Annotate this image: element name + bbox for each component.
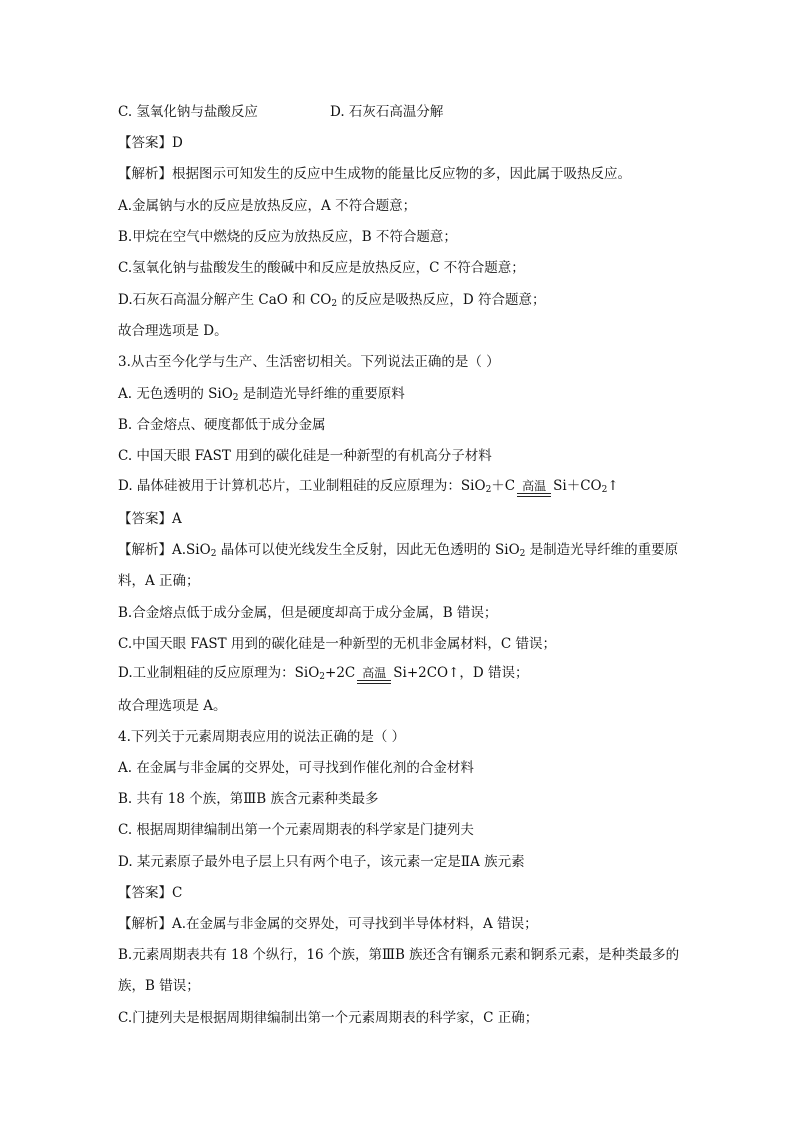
- analysis-label: 【解析】: [118, 916, 172, 932]
- q3-option-b: B. 合金熔点、硬度都低于成分金属: [118, 417, 326, 433]
- q2-line-b: B.甲烷在空气中燃烧的反应为放热反应，B 不符合题意；: [118, 229, 457, 245]
- answer-label: 【答案】: [118, 885, 172, 901]
- q4-option-c: C. 根据周期律编制出第一个元素周期表的科学家是门捷列夫: [118, 822, 474, 838]
- q2-conclusion: 故合理选项是 D。: [118, 323, 228, 339]
- q4-line-c: C.门捷列夫是根据周期律编制出第一个元素周期表的科学家，C 正确；: [118, 1010, 539, 1026]
- q3-conclusion: 故合理选项是 A。: [118, 698, 227, 714]
- q2-analysis: [118, 164, 631, 184]
- q3-line-d: D.工业制粗硅的反应原理为：SiO$_2$+2C 高温 Si+2CO↑，D 错误；: [118, 665, 529, 682]
- q2-line-d: D.石灰石高温分解产生 CaO 和 $CO_2$ 的反应是吸热反应，D 符合题意；: [118, 292, 546, 309]
- q3-stem: 3.从古至今化学与生产、生活密切相关。下列说法正确的是（ ）: [118, 354, 500, 370]
- analysis-label: 【解析】: [118, 166, 172, 182]
- q2-option-c: C. 氢氧化钠与盐酸反应: [118, 104, 258, 120]
- q3-answer: [118, 509, 182, 529]
- analysis-label: 【解析】: [118, 542, 172, 558]
- q3-option-c: C. 中国天眼 FAST 用到的碳化硅是一种新型的有机高分子材料: [118, 448, 492, 464]
- q3-line-c: C.中国天眼 FAST 用到的碳化硅是一种新型的无机非金属材料，C 错误；: [118, 636, 557, 652]
- q4-option-a: A. 在金属与非金属的交界处，可寻找到作催化剂的合金材料: [118, 760, 474, 776]
- equal-sign: [517, 493, 551, 497]
- answer-label: 【答案】: [118, 511, 172, 527]
- q2-options-cd: [118, 102, 538, 122]
- q3-option-d: D. 晶体硅被用于计算机芯片，工业制粗硅的反应原理为：SiO$_2$＋C 高温 $Si+CO_2↑$: [118, 478, 619, 495]
- q4-answer: [118, 883, 182, 903]
- q2-option-d: D. 石灰石高温分解: [330, 104, 444, 120]
- q4-option-b: B. 共有 18 个族，第ⅢB 族含元素种类最多: [118, 791, 379, 807]
- q3-option-a: A. 无色透明的 SiO$_2$ 是制造光导纤维的重要原料: [118, 386, 405, 403]
- reaction-condition: 高温: [517, 480, 551, 497]
- reaction-condition: 高温: [357, 667, 391, 684]
- answer-value: D: [172, 135, 183, 151]
- q2-line-c: C.氢氧化钠与盐酸发生的酸碱中和反应是放热反应，C 不符合题意；: [118, 260, 525, 276]
- equal-sign: [357, 680, 391, 684]
- q2-answer: [118, 133, 183, 153]
- answer-value: A: [172, 511, 182, 527]
- analysis-text: 根据图示可知发生的反应中生成物的能量比反应物的多，因此属于吸热反应。: [172, 166, 631, 182]
- answer-label: 【答案】: [118, 135, 172, 151]
- q4-analysis: 【解析】A.在金属与非金属的交界处，可寻找到半导体材料，A 错误；: [118, 916, 538, 932]
- q4-stem: 4.下列关于元素周期表应用的说法正确的是（ ）: [118, 729, 406, 745]
- q3-line-b: B.合金熔点低于成分金属，但是硬度却高于成分金属，B 错误；: [118, 605, 498, 621]
- q2-line-a: A.金属钠与水的反应是放热反应，A 不符合题意；: [118, 198, 417, 214]
- answer-value: C: [172, 885, 183, 901]
- q3-analysis: 【解析】A.SiO$_2$ 晶体可以使光线发生全反射，因此无色透明的 SiO$_2$ 是制造光导纤维的重要原料，A 正确；: [118, 542, 679, 589]
- q4-line-b: B.元素周期表共有 18 个纵行，16 个族，第ⅢB 族还含有镧系元素和锕系元素，是种类最多的族，B 错误；: [118, 947, 680, 994]
- q4-option-d: D. 某元素原子最外电子层上只有两个电子，该元素一定是ⅡA 族元素: [118, 854, 525, 870]
